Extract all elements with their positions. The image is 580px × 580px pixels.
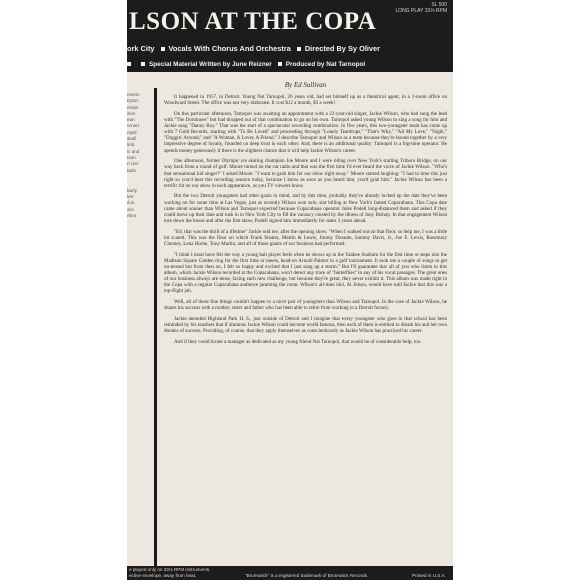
- gutter-text-fragment: ean: [127, 117, 135, 123]
- footer-note-line: ective envelope, away from heat.: [129, 573, 197, 578]
- footer-playback-note: [129, 567, 210, 579]
- bullet-square-icon: [161, 47, 165, 51]
- subtitle-line: [127, 44, 380, 53]
- credit-writer: Special Material Written by June Reizner: [149, 61, 272, 68]
- footer-note-line: e played only on 33⅓ RPM instruments,: [129, 567, 211, 572]
- album-title: LSON AT THE COPA: [129, 8, 377, 35]
- footer-band: [127, 566, 453, 580]
- subtitle-director: Directed By Sy Oliver: [304, 44, 381, 53]
- byline: By Ed Sullivan: [284, 81, 327, 89]
- gutter-text-fragment: ison: [127, 110, 136, 116]
- article-paragraph: Well, all of these fine things couldn't happen to a nicer pair of youngsters than Wilson and Tarnopol. In the case of Jackie Wilson, he shares his success with a mother, sister and father who has been able to retire from working in a Detroit factory.: [164, 298, 447, 312]
- vertical-rule: [154, 88, 157, 566]
- article-paragraph: On this particular afternoon, Tarnopol was awaiting an appointment with a 22-year-old singer, Jackie Wilson, who had sung the lead with "The Dominoes" but had dropped out of that combination to go on his own. Tarnopol asked young Wilson to sing a song for him and Jackie sang "Danny Boy." That was the start of a spectacular recording combination. In five years, this two-youngster team has come up with 7 Gold Records, starting with "To Be Loved" and proceeding through "Lonely Teardrops," "That's Why," "All My Love," "Night," "Doggin' Around," and "A Woman, A Lover, A Friend." I describe Tarnopol and Wilson as a team because they're bound together by a very impressive degree of loyalty, founded on deep trust in each other. And, there is an additional quality: Tarnopol is a big-time operator. He spends money generously if there is the slightest chance that it will help Jackie Wilson's career.: [164, 110, 447, 154]
- gutter-text-fragment: ebra: [127, 213, 137, 219]
- gutter-text-fragment: tsan: [127, 154, 136, 160]
- gutter-text-fragment: tinb: [127, 142, 135, 148]
- gutter-text-fragment: aro: [127, 206, 134, 212]
- gutter-text-fragment: ornert: [127, 123, 140, 129]
- article-paragraph: But the two Detroit youngsters had other goals in mind, and by this time, probably they've already locked up the date they've been working on for some time at Las Vegas, just as recently Wilson won solo, star billing at New York's famed Copacabana. This Copa date came about sooner than Wilson and Tarnopol expected because Copacabana operator Jules Podell long-distanced them and asked if they could move up their date and rush in to New York City to fill the vacancy created by the illness of Joey Bishop. In that engagement Wilson tore down the house and after the first show, Podell signed him immediately for dates 3 years ahead.: [164, 193, 447, 224]
- gutter-text-fragment: ri Ller: [127, 161, 139, 167]
- gutter-text-fragment: nmein: [127, 92, 140, 97]
- liner-notes-body: [164, 94, 447, 345]
- left-column-fragments: [127, 92, 143, 512]
- bullet-square-icon: [141, 62, 145, 66]
- footer-printed: Printed in U.S.A.: [412, 573, 446, 578]
- footer-trademark: "Brunswick" is a registered trademark of Brunswick Records.: [245, 573, 369, 578]
- play-speed-badge: [395, 2, 447, 14]
- gutter-text-fragment: barly: [127, 187, 137, 193]
- gutter-text-fragment: tarlo: [127, 167, 136, 173]
- record-sleeve-back: [127, 0, 453, 580]
- bullet-square-icon: [297, 47, 301, 51]
- article-paragraph: "I think I must have felt the way a young ball player feels when he shows up in the Yankee Stadium for the first time or steps into the Madison Square Garden ring for the first time or meets, head-on Arnold Palmer in a golf tournament. It took me a couple of songs to get un-tensed but from then on, I felt so happy and excited that I just sang up a storm." But I'll guarantee that all of you who listen to this album, which Jackie Wilson recorded at the Copacabana, won't detect any trace of "butterflies" in any of his vocal passages. The great ones of our business always are tense, facing each new challenge, but because they're great, they never exhibit it. This album was made right in the Copa with a regular Copacabana audience jamming the room. Wilson's all-time idol, Al Jolson, would have told Jackie that this was a top-flight job.: [164, 251, 447, 295]
- credits-line: [127, 61, 365, 68]
- article-paragraph: "Ed, that was the thrill of a lifetime" Jackie told me, after the opening show. "When I walked out on that floor, so help me, I was a little bit scared. This was the floor on which Frank Sinatra, Martin & Lewis, Jimmy Durante, Sammy Davis, Jr., Joe E. Lewis, Rosemary Clooney, Lena Horne, Tony Martin, and all of those giants of our business had performed.: [164, 228, 447, 247]
- liner-notes: [164, 82, 447, 350]
- subtitle-location: ork City: [127, 44, 155, 53]
- credit-producer: Produced by Nat Tarnopol: [285, 61, 366, 68]
- bullet-square-icon: [278, 62, 282, 66]
- gutter-text-fragment: ic and: [127, 148, 140, 154]
- article-paragraph: Jackie attended Highland Park H. S., just outside of Detroit and I imagine that every youngster who goes to that school has been reminded by his teachers that if alumnus Jackie Wilson could become world famous, then each of them is entitled to dream his and her own dreams of success. Providing, of course, that they apply themselves as conscientiously as Jackie Wilson has practiced his career.: [164, 315, 447, 334]
- article-paragraph: And if they could locate a manager as dedicated as my young friend Nat Tarnopol, that would be of considerable help, too.: [174, 338, 422, 345]
- bullet-square-icon: [127, 62, 131, 66]
- gutter-text-fragment: ertain: [127, 104, 139, 110]
- gutter-text-fragment: tee: [127, 194, 134, 200]
- play-speed-label: LONG PLAY 33⅓ RPM: [395, 8, 447, 14]
- gutter-text-fragment: d.in: [127, 200, 135, 206]
- gutter-text-fragment: Eyton: [127, 98, 139, 104]
- gutter-text-fragment: ntyst: [127, 129, 137, 135]
- gutter-text-fragment: itlaill: [127, 136, 136, 142]
- catalog-number: SL 500: [431, 2, 447, 8]
- article-paragraph: One afternoon, former Olympic ice skating champion Joe Moore and I were riding over New York's starling Triboro Bridge, on our way back from a round of golf. Moore turned on the car radio and that was the first time I'd ever heard the voice of Jackie Wilson. "Who's that sensational kid singer?" I asked Moore. "I want to grab him for our show right away." Moore started laughing: "I had to time this just right so you'd hear this recording session today, because I know as soon as you heard him, you'd grab him." Jackie Wilson has been a terrific hit on our show in each appearance, as you TV viewers know.: [164, 158, 447, 189]
- article-paragraph: It happened in 1957, in Detroit. Young Nat Tarnopol, 26 years old, had set himself up as a theatrical agent, in a 1-room office on Woodward Street. The office was not very elaborate. It cost $12 a month, $3 a week!: [164, 94, 447, 107]
- header-band: [127, 0, 453, 72]
- subtitle-vocals: Vocals With Chorus And Orchestra: [168, 44, 291, 53]
